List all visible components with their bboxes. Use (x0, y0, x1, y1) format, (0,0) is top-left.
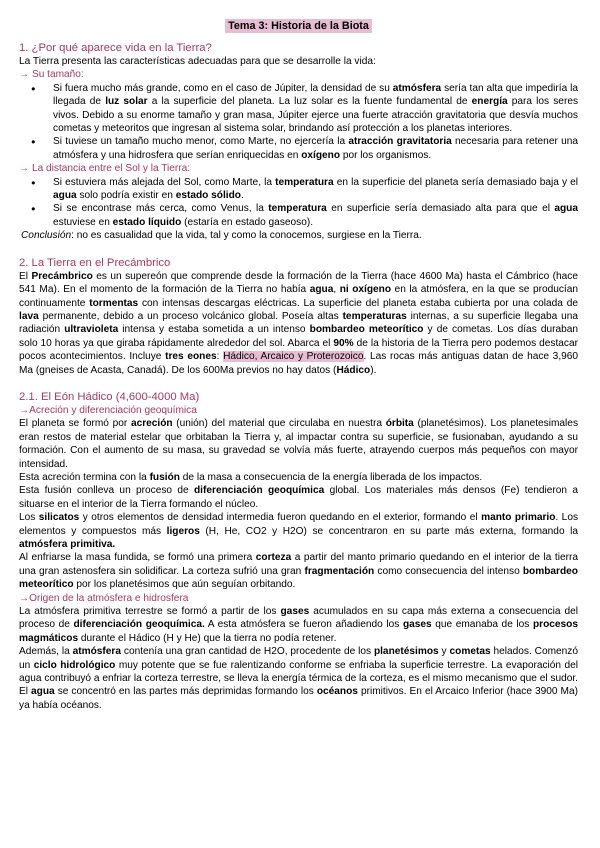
section-2-heading: 2. La Tierra en el Precámbrico (19, 256, 171, 269)
atmosphere-paragraph: La atmósfera primitiva terrestre se formó a partir de los gases acumulados en su capa más externa a consecuencia del proceso de diferenciación geoquímica. A esta atmósfera se fueron añadiendo los gases que emanaba de los procesos magmáticos durante el Hádico (H y He) que la tierra no podía retener. (19, 606, 578, 644)
bullet-mars-distance: ● Si estuviera más alejada del Sol, como Marte, la temperatura en la superficie del planeta sería demasiado baja y el agua solo podría existir en estado sólido. (53, 176, 578, 203)
differentiation-paragraph: Esta fusión conlleva un proceso de diferenciación geoquímica global. Los materiales más densos (Fe) tendieron a situarse en el interior de la Tierra formando el núcleo. (19, 485, 578, 510)
crust-paragraph: Al enfriarse la masa fundida, se formó una primera corteza a partir del manto primario quedando en el interior de la tierra una gran astenosfera sin solidificar. La corteza sufrió una gran fragmentación como consecuencia del intenso bombardeo meteorítico por los planetésimos que aún seguían orbitando. (19, 552, 578, 591)
title-block (19, 16, 578, 34)
section-2-1-heading: 2.1. El Eón Hádico (4,600-4000 Ma) (19, 390, 200, 403)
subheading-distance: → La distancia entre el Sol y la Tierra: (19, 163, 191, 175)
section-1-heading: 1. ¿Por qué aparece vida en la Tierra? (19, 42, 212, 54)
distance-bullets (19, 176, 578, 230)
bullet-venus: ● Si se encontrase más cerca, como Venus, la temperatura en superficie sería demasiado alta para que el agua estuviese en estado líquido (estaría en estado gaseoso). (53, 202, 578, 229)
bullet-mars-size: ● Si tuviese un tamaño mucho menor, como Marte, no ejercería la atracción gravitatoria necesaria para retener una atmósfera y una hidrosfera que serían enriquecidas en oxígeno por los organismos. (53, 135, 578, 162)
subheading-accretion: →Acreción y diferenciación geoquímica (19, 404, 197, 416)
conclusion: Conclusión: no es casualidad que la vida, tal y como la conocemos, surgiese en la Tierra. (21, 230, 422, 242)
hydrosphere-paragraph: Además, la atmósfera contenía una gran cantidad de H2O, procedente de los planetésimos y cometas helados. Comenzó un ciclo hidrológico muy potente que se fue ralentizando conforme se enfriaba la superficie terrestre. La evaporación del agua contribuyó a enfriar la corteza terrestre, se lleva la energía térmica de la corteza, es el mismo mecanismo que el sudor. El agua se concentró en las partes más deprimidas formando los océanos primitivos. En el Arcaico Inferior (hace 3900 Ma) ya había océanos. (19, 646, 578, 711)
silicates-paragraph: Los silicatos y otros elementos de densidad intermedia fueron quedando en el exterior, formando el manto primario. Los elementos y compuestos más ligeros (H, He, CO2 y H2O) se concentraron en su parte más externa, formando la atmósfera primitiva. (19, 512, 579, 550)
eons-highlight: Hádico, Arcaico y Proterozoico (223, 351, 364, 363)
fusion-paragraph: Esta acreción termina con la fusión de la masa a consecuencia de la energía liberada de los impactos. (19, 471, 483, 483)
subheading-size: → Su tamaño: (19, 69, 84, 81)
section-1-intro: La Tierra presenta las características adecuadas para que se desarrolle la vida: (19, 56, 376, 67)
size-bullets (19, 82, 578, 162)
accretion-paragraph: El planeta se formó por acreción (unión) del material que circulaba en nuestra órbita (planetésimos). Los planetesimales eran restos de material estelar que orbitaban la Tierra y, al impactar contra su superficie, se fusionaban, ayudando a su formación. Con el aumento de su masa, su gravedad se volvía más fuerte, atrayendo cuerpos más pequeños con mayor intensidad. (19, 418, 579, 470)
document-title: Tema 3: Historia de la Biota (225, 19, 372, 33)
bullet-jupiter: ● Si fuera mucho más grande, como en el caso de Júpiter, la densidad de su atmósfera sería tan alta que impediría la llegada de luz solar a la superficie del planeta. La luz solar es la fuente fundamental de energía para los seres vivos. Debido a su enorme tamaño y gran masa, Júpiter ejerce una fuerte atracción gravitatoria que desvía muchos cometas y meteoritos que ingresan al sistema solar, brindando así protección a los planetas interiores. (53, 82, 578, 136)
subheading-origin: →Origen de la atmósfera e hidrosfera (19, 592, 189, 604)
precambrian-paragraph: El Precámbrico es un supereón que comprende desde la formación de la Tierra (hace 4600 Ma) hasta el Cámbrico (hace 541 Ma). En el momento de la formación de la Tierra no había agua, ni oxígeno en la atmósfera, en la que se producían continuamente tormentas con intensas descargas eléctricas. La superficie del planeta estaba cubierta por una colada de lava permanente, debido a un proceso volcánico global. Poseía altas temperaturas internas, a su superficie llegaba una radiación ultravioleta intensa y estaba sometida a un intenso bombardeo meteorítico y de cometas. Los días duraban solo 10 horas ya que giraba rápidamente alrededor del sol. Abarca el 90% de la historia de la Tierra pero podemos destacar pocos acontecimientos. Incluye tres eones: Hádico, Arcaico y Proterozoico. Las rocas más antiguas datan de hace 3,960 Ma (gneises de Acasta, Canadá). De los 600Ma previos no hay datos (Hádico). (19, 270, 579, 376)
